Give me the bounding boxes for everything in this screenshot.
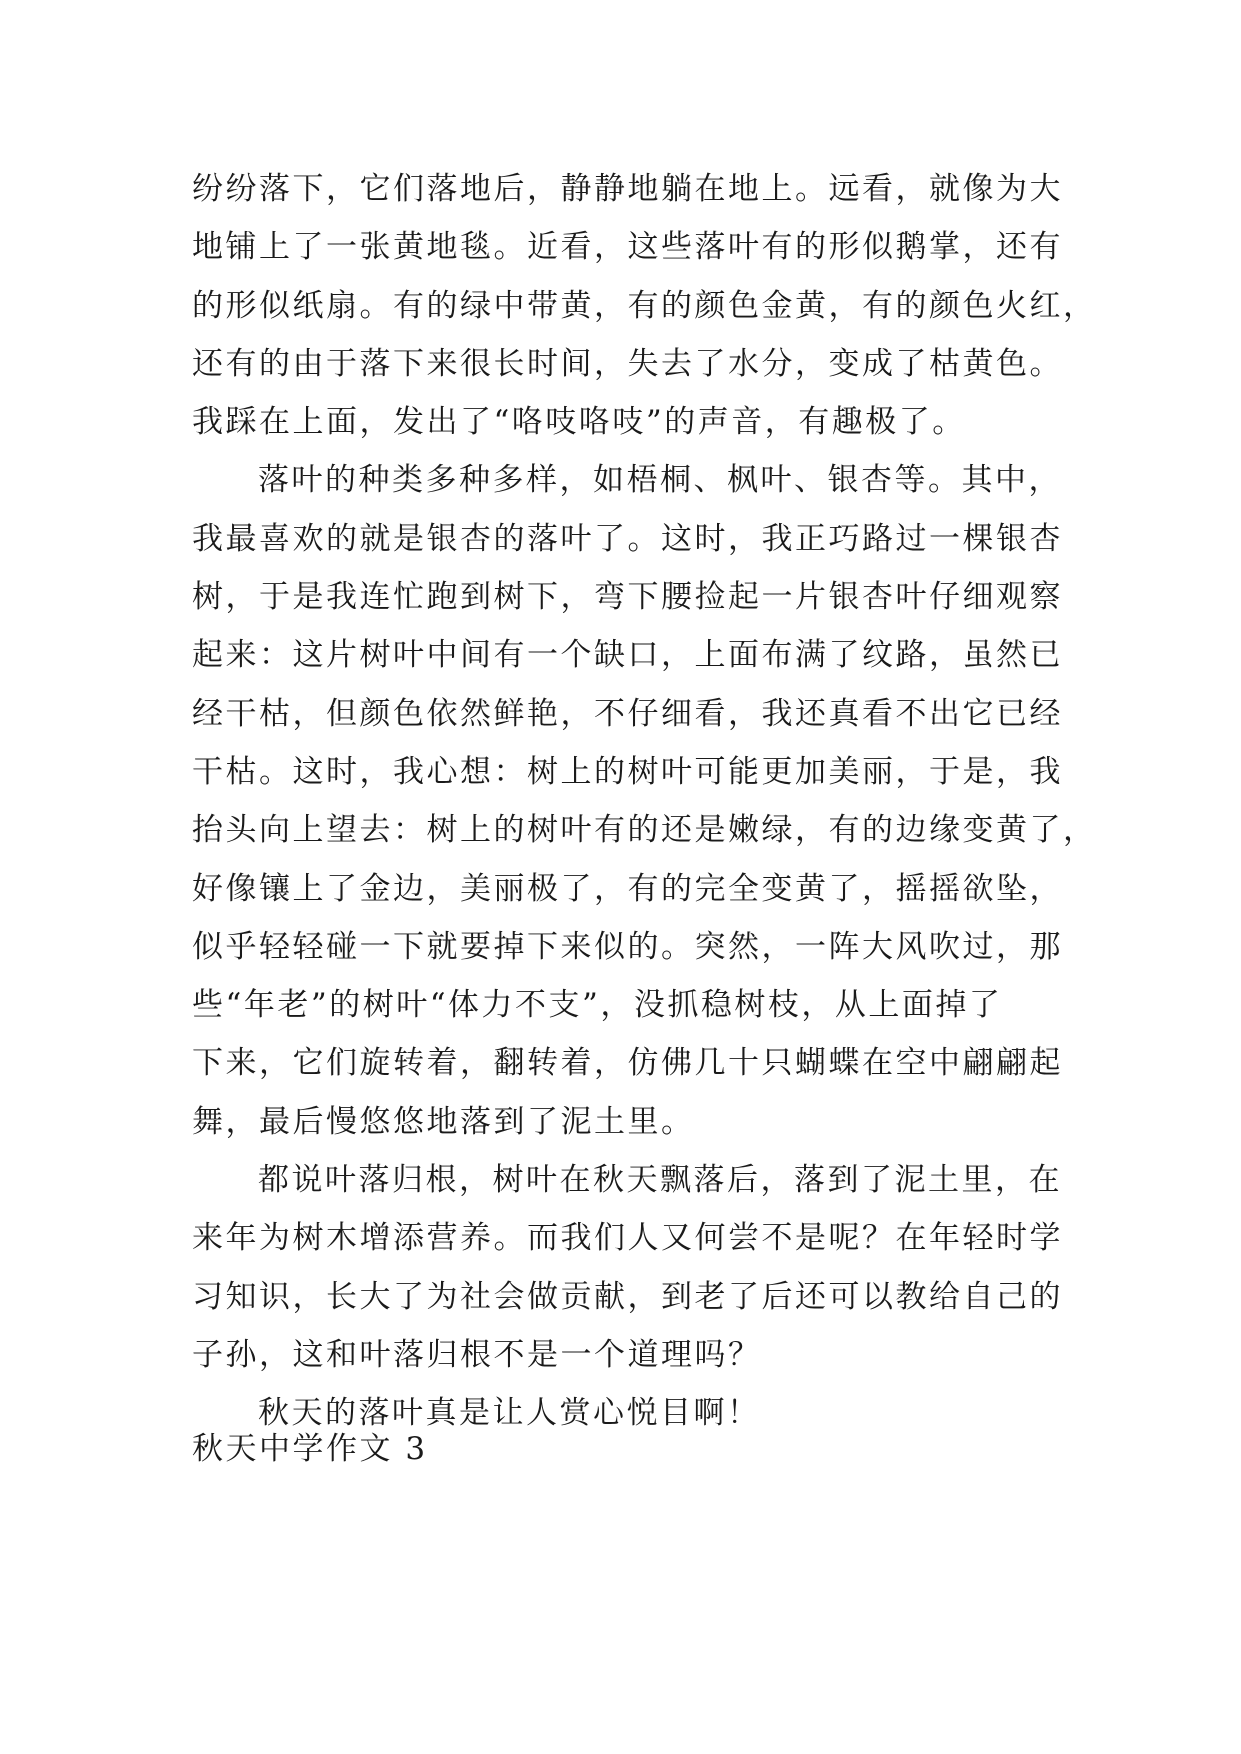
paragraph-2-line: 些“年老”的树叶“体力不支”，没抓稳树枝，从上面掉了 [192,987,1003,1024]
paragraph-3-line: 子孙，这和叶落归根不是一个道理吗？ [192,1336,762,1373]
paragraph-1-line: 的形似纸扇。有的绿中带黄，有的颜色金黄，有的颜色火红， [192,287,1097,324]
essay-body [192,160,1097,1443]
paragraph-2-line: 舞，最后慢悠悠地落到了泥土里。 [192,1103,695,1140]
paragraph-1-line: 还有的由于落下来很长时间，失去了水分，变成了枯黄色。 [192,345,1063,382]
paragraph-2-line: 抬头向上望去：树上的树叶有的还是嫩绿，有的边缘变黄了， [192,812,1097,849]
paragraph-2-line: 起来：这片树叶中间有一个缺口，上面布满了纹路，虽然已 [192,637,1063,674]
paragraph-2-line: 下来，它们旋转着，翻转着，仿佛几十只蝴蝶在空中翩翩起 [192,1045,1063,1082]
paragraph-2-line: 树，于是我连忙跑到树下，弯下腰捡起一片银杏叶仔细观察 [192,579,1063,616]
paragraph-3-line: 习知识，长大了为社会做贡献，到老了后还可以教给自己的 [192,1278,1063,1315]
paragraph-1-line: 我踩在上面，发出了“咯吱咯吱”的声音，有趣极了。 [192,404,966,441]
paragraph-3-line: 来年为树木增添营养。而我们人又何尝不是呢？在年轻时学 [192,1220,1063,1257]
paragraph-2-line: 我最喜欢的就是银杏的落叶了。这时，我正巧路过一棵银杏 [192,520,1063,557]
section-heading: 秋天中学作文 3 [192,1431,428,1467]
paragraph-2-line: 干枯。这时，我心想：树上的树叶可能更加美丽，于是，我 [192,753,1063,790]
paragraph-2-line: 落叶的种类多种多样，如梧桐、枫叶、银杏等。其中， [258,462,1062,499]
paragraph-1-line: 纷纷落下，它们落地后，静静地躺在地上。远看，就像为大 [192,171,1063,207]
paragraph-1-line: 地铺上了一张黄地毯。近看，这些落叶有的形似鹅掌，还有 [192,229,1063,266]
paragraph-4-line: 秋天的落叶真是让人赏心悦目啊！ [258,1395,761,1432]
paragraph-3-line: 都说叶落归根，树叶在秋天飘落后，落到了泥土里，在 [258,1162,1062,1199]
paragraph-2-line: 似乎轻轻碰一下就要掉下来似的。突然，一阵大风吹过，那 [192,928,1063,965]
paragraph-2-line: 经干枯，但颜色依然鲜艳，不仔细看，我还真看不出它已经 [192,695,1063,732]
paragraph-2-line: 好像镶上了金边，美丽极了，有的完全变黄了，摇摇欲坠， [192,870,1063,907]
